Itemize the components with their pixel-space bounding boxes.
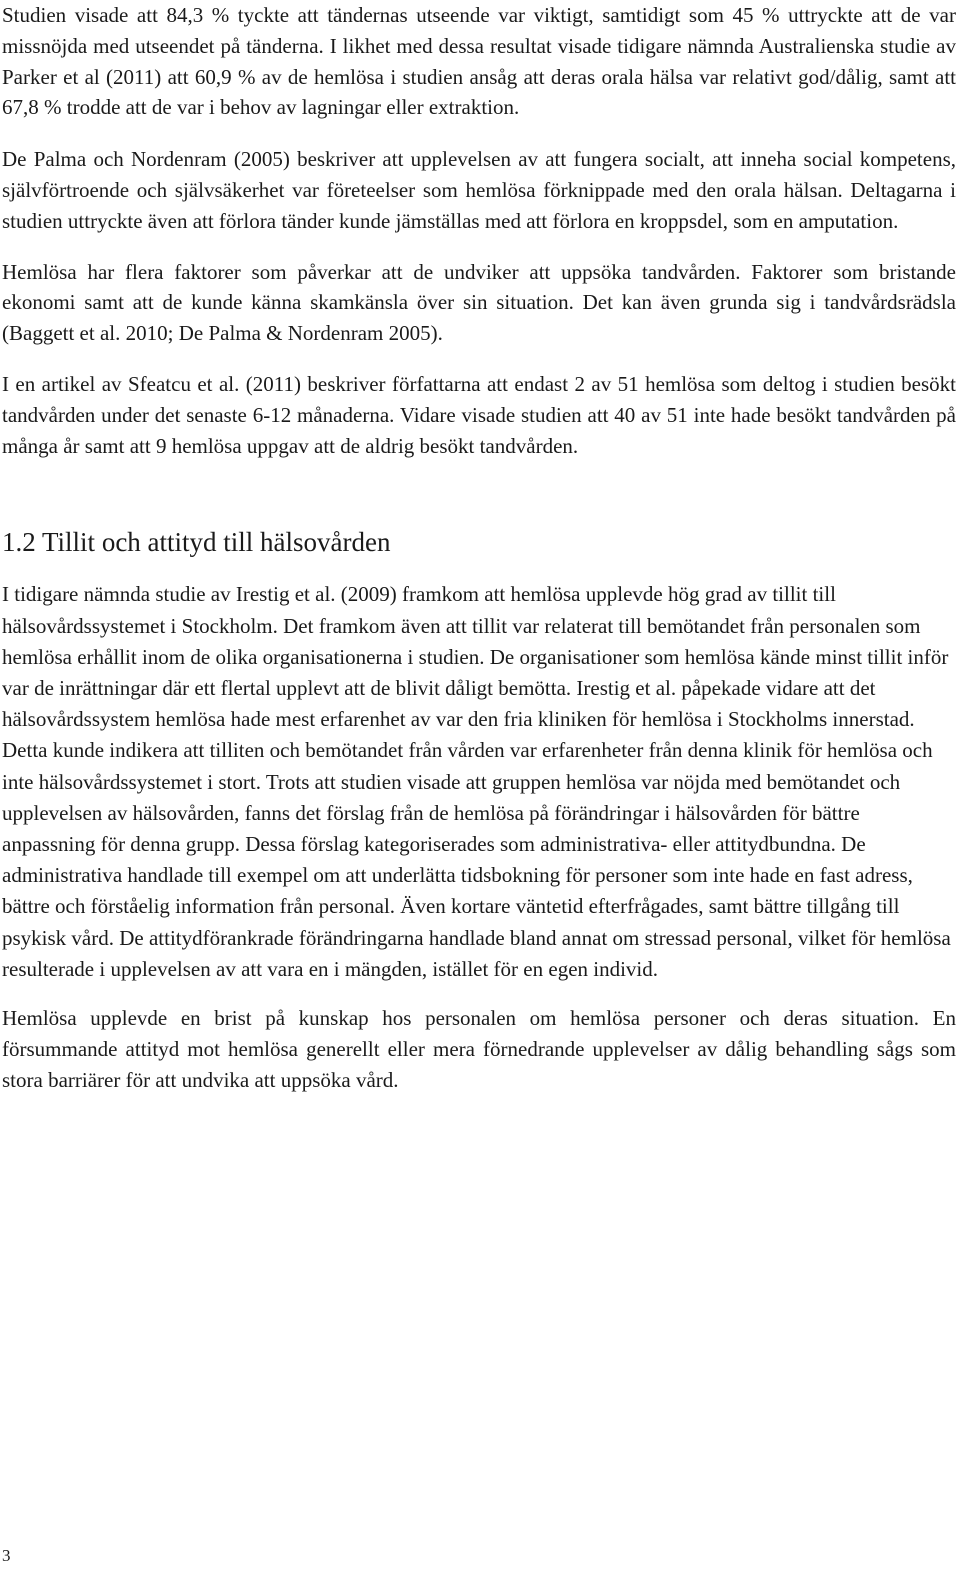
paragraph-dental-appearance: Studien visade att 84,3 % tyckte att tändernas utseende var viktigt, samtidigt som 45 % uttryckte att de var missnöjda med utseendet på tänderna. I likhet med dessa resultat visade tidigare nämnda Australienska studie av Parker et al (2011) att 60,9 % av de hemlösa i studien ansåg att deras orala hälsa var relativt god/dålig, samt att 67,8 % trodde att de var i behov av lagningar eller extraktion.: [2, 3, 956, 120]
page-number: 3: [2, 1546, 11, 1565]
paragraph-knowledge-gap: Hemlösa upplevde en brist på kunskap hos personalen om hemlösa personer och deras situation. En försummande attityd mot hemlösa generellt eller mera förnedrande upplevelser av dålig behandling sågs som stora barriärer för att undvika att uppsöka vård.: [2, 1006, 956, 1092]
paragraph-social-function: De Palma och Nordenram (2005) beskriver att upplevelsen av att fungera socialt, att inneha social kompetens, självförtroende och självsäkerhet var företeelser som hemlösa förknippade med den orala hälsan. Deltagarna i studien uttryckte även att förlora tänder kunde jämställas med att förlora en kroppsdel, som en amputation.: [2, 147, 956, 233]
document-page: [2, 0, 956, 1095]
paragraph-trust-study: I tidigare nämnda studie av Irestig et al. (2009) framkom att hemlösa upplevde hög grad av tillit till hälsovårdssystemet i Stockholm. Det framkom även att tillit var relaterat till bemötandet från personalen som hemlösa erhållit inom de olika organisationerna i studien. De organisationer som hemlösa kände minst tillit inför var de inrättningar där ett flertal upplevt att de blivit dåligt bemötta. Irestig et al. påpekade vidare att det hälsovårdssystem hemlösa hade mest erfarenhet av var den fria kliniken för hemlösa i Stockholms innerstad. Detta kunde indikera att tilliten och bemötandet från vården var erfarenheter från denna klinik för hemlösa och inte hälsovårdssystemet i stort. Trots att studien visade att gruppen hemlösa var nöjda med bemötandet och upplevelsen av hälsovården, fanns det förslag från de hemlösa på förändringar i hälsovården för bättre anpassning för denna grupp. Dessa förslag kategoriserades som administrativa- eller attitydbundna. De administrativa handlade till exempel om att underlätta tidsbokning för personer som inte hade en fast adress, bättre och förståelig information från personal. Även kortare väntetid efterfrågades, samt bättre tillgång till psykisk vård. De attitydförankrade förändringarna handlade bland annat om stressad personal, vilket för hemlösa resulterade i upplevelsen av att vara en i mängden, istället för en egen individ.: [2, 582, 951, 981]
paragraph-avoidance-factors: Hemlösa har flera faktorer som påverkar att de undviker att uppsöka tandvården. Faktorer som bristande ekonomi samt att de kunde känna skamkänsla över sin situation. Det kan även grunda sig i tandvårdsrädsla (Baggett et al. 2010; De Palma & Nordenram 2005).: [2, 259, 956, 346]
section-heading: 1.2 Tillit och attityd till hälsovården: [2, 527, 391, 558]
paragraph-sfeatcu-study: I en artikel av Sfeatcu et al. (2011) beskriver författarna att endast 2 av 51 hemlösa som deltog i studien besökt tandvården under det senaste 6-12 månaderna. Vidare visade studien att 40 av 51 inte hade besökt tandvården på många år samt att 9 hemlösa uppgav att de aldrig besökt tandvården.: [2, 371, 956, 458]
